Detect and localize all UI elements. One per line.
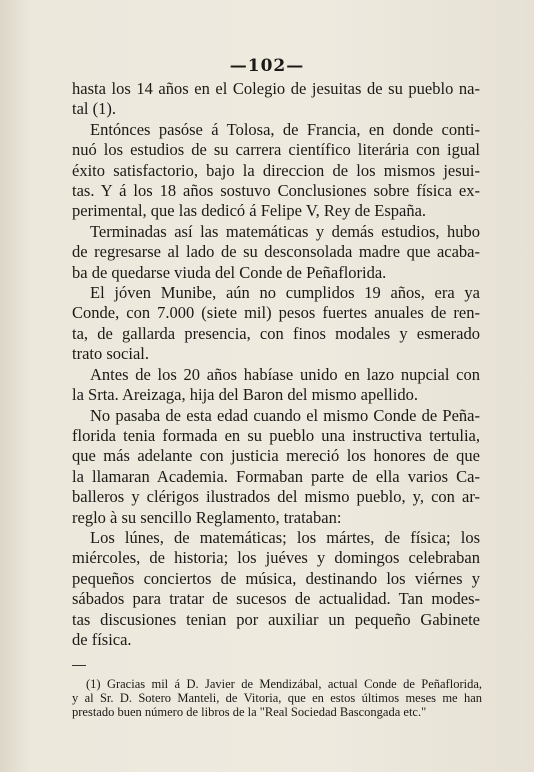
text-line: pequeños conciertos de música, destinando los viérnes y: [72, 568, 480, 588]
footnote-line: y al Sr. D. Sotero Manteli, de Vitoria, que en estos últimos meses me han: [72, 691, 482, 705]
text-line: balleros y clérigos ilustrados del mismo pueblo, y, con ar-: [72, 487, 480, 507]
text-line: nuó los estudios de su carrera científico literária con igual: [72, 140, 480, 160]
text-line: ta, de gallarda presencia, con finos modales y esmerado: [72, 323, 480, 343]
text-line: la Srta. Areizaga, hija del Baron del mismo apellido.: [72, 385, 418, 405]
footnote-line: prestado buen número de libros de la "Real Sociedad Bascongada etc.": [72, 705, 427, 719]
footnote-line: (1) Gracias mil á D. Javier de Mendizábal, actual Conde de Peñaflorida,: [86, 677, 482, 691]
text-line: de física.: [72, 629, 132, 649]
text-line: trato social.: [72, 344, 149, 364]
text-line: éxito satisfactorio, bajo la direccion de los mismos jesui-: [72, 160, 480, 180]
text-line: que más adelante con justicia mereció los honores de que: [72, 446, 480, 466]
text-line: Antes de los 20 años habíase unido en lazo nupcial con: [90, 364, 480, 384]
text-line: hasta los 14 años en el Colegio de jesuitas de su pueblo na-: [72, 79, 480, 98]
paragraph: [72, 222, 480, 283]
page-number: —102—: [229, 56, 305, 76]
paragraph: [72, 406, 480, 528]
text-line: sábados para tratar de sucesos de actualidad. Tan modes-: [72, 589, 480, 609]
text-line: Entónces pasóse á Tolosa, de Francia, en donde conti-: [90, 119, 480, 139]
text-line: No pasaba de esta edad cuando el mismo Conde de Peña-: [90, 405, 480, 425]
paragraph: [72, 120, 480, 222]
text-line: ba de quedarse viuda del Conde de Peñaflorida.: [72, 262, 387, 282]
text-line: miércoles, de historia; los juéves y domingos celebraban: [72, 548, 480, 568]
text-line: Terminadas así las matemáticas y demás estudios, hubo: [90, 221, 480, 241]
text-line: El jóven Munibe, aún no cumplidos 19 años, era ya: [90, 283, 480, 303]
paragraph: [72, 283, 480, 365]
text-line: Los lúnes, de matemáticas; los mártes, de física; los: [90, 527, 480, 547]
paragraph: [72, 528, 480, 650]
text-line: florida tenia formada en su pueblo una instructiva tertulia,: [72, 425, 480, 445]
text-line: la llamaran Academia. Formaban parte de ella varios Ca-: [72, 466, 480, 486]
text-line: de regresarse al lado de su desconsolada madre que acaba-: [72, 242, 480, 262]
body-text: [72, 79, 480, 650]
text-line: Conde, con 7.000 (siete mil) pesos fuertes anuales de ren-: [72, 303, 480, 323]
footnote: [72, 677, 482, 719]
paragraph: [72, 365, 480, 406]
text-line: tas. Y á los 18 años sostuvo Conclusiones sobre física ex-: [72, 181, 480, 201]
text-line: reglo à su sencillo Reglamento, trataban:: [72, 507, 342, 527]
text-line: tas discusiones tenian por auxiliar un pequeño Gabinete: [72, 609, 480, 629]
paragraph: [72, 79, 480, 120]
text-line: tal (1).: [72, 99, 116, 119]
text-line: perimental, que las dedicó á Felipe V, Rey de España.: [72, 201, 427, 221]
footnote-rule: [72, 665, 86, 666]
